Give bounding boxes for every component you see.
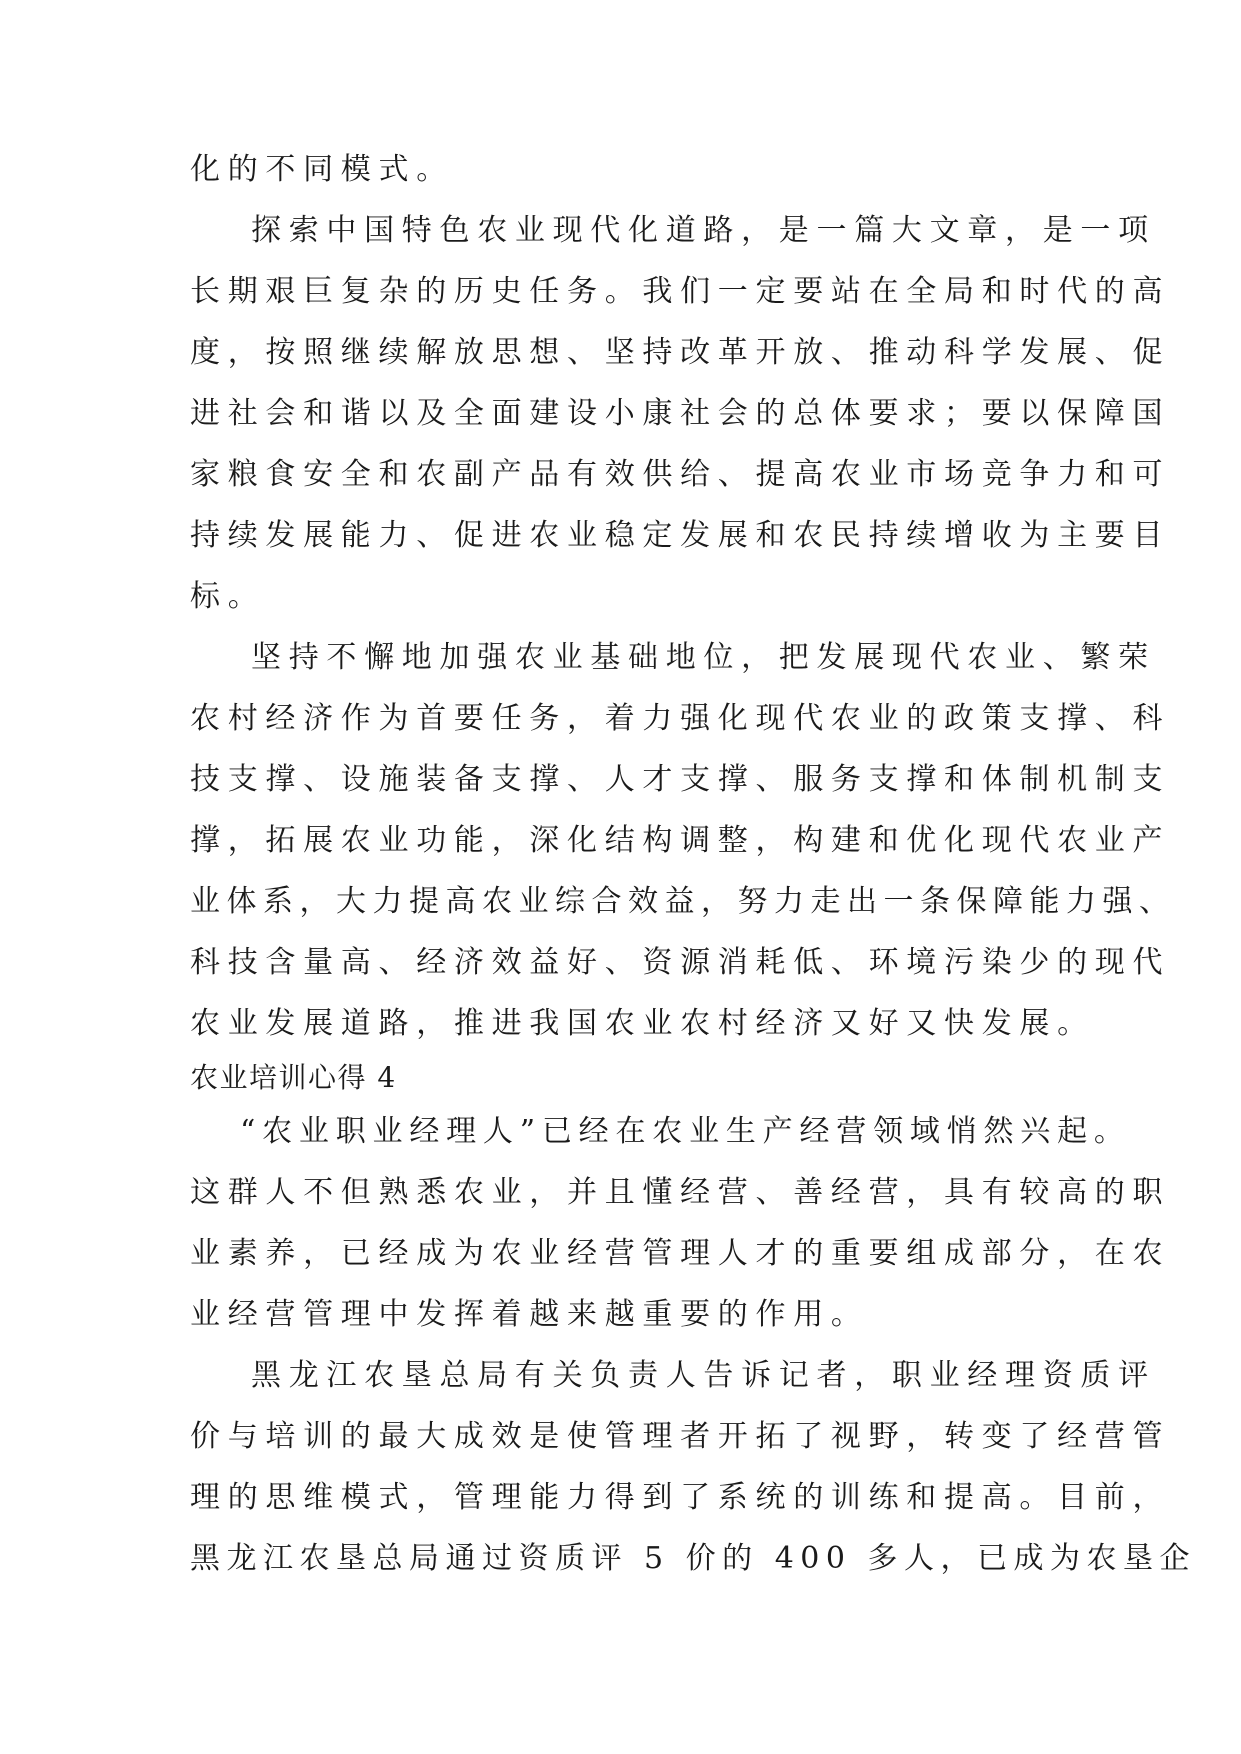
paragraph-line: 撑，拓展农业功能，深化结构调整，构建和优化现代农业产 xyxy=(190,823,1171,858)
paragraph-line: 长期艰巨复杂的历史任务。我们一定要站在全局和时代的高 xyxy=(190,274,1171,309)
paragraph-line: 业经营管理中发挥着越来越重要的作用。 xyxy=(190,1297,869,1332)
paragraph-line: 持续发展能力、促进农业稳定发展和农民持续增收为主要目 xyxy=(190,518,1171,553)
paragraph-line: 农业发展道路，推进我国农业农村经济又好又快发展。 xyxy=(190,1006,1095,1041)
paragraph-line: 农村经济作为首要任务，着力强化现代农业的政策支撑、科 xyxy=(190,701,1171,736)
paragraph-line: 家粮食安全和农副产品有效供给、提高农业市场竞争力和可 xyxy=(190,457,1171,492)
paragraph-line: 进社会和谐以及全面建设小康社会的总体要求；要以保障国 xyxy=(190,396,1171,431)
paragraph-line: 黑龙江农垦总局有关负责人告诉记者，职业经理资质评 xyxy=(251,1358,1156,1393)
paragraph-line: 化的不同模式。 xyxy=(190,152,454,187)
paragraph-line: 这群人不但熟悉农业，并且懂经营、善经营，具有较高的职 xyxy=(190,1175,1171,1210)
paragraph-line: 科技含量高、经济效益好、资源消耗低、环境污染少的现代 xyxy=(190,945,1171,980)
paragraph-line: 黑龙江农垦总局通过资质评 5 价的 400 多人，已成为农垦企 xyxy=(190,1541,1196,1576)
paragraph-line: 业体系，大力提高农业综合效益，努力走出一条保障能力强、 xyxy=(190,884,1176,919)
paragraph-line: “农业职业经理人”已经在农业生产经营领域悄然兴起。 xyxy=(240,1114,1131,1149)
paragraph-line: 技支撑、设施装备支撑、人才支撑、服务支撑和体制机制支 xyxy=(190,762,1171,797)
paragraph-line: 探索中国特色农业现代化道路，是一篇大文章，是一项 xyxy=(251,213,1156,248)
paragraph-line: 理的思维模式，管理能力得到了系统的训练和提高。目前， xyxy=(190,1480,1171,1515)
paragraph-line: 业素养，已经成为农业经营管理人才的重要组成部分，在农 xyxy=(190,1236,1171,1271)
paragraph-line: 价与培训的最大成效是使管理者开拓了视野，转变了经营管 xyxy=(190,1419,1171,1454)
paragraph-line: 标。 xyxy=(190,579,266,614)
paragraph-line: 度，按照继续解放思想、坚持改革开放、推动科学发展、促 xyxy=(190,335,1171,370)
paragraph-line: 坚持不懈地加强农业基础地位，把发展现代农业、繁荣 xyxy=(251,640,1156,675)
section-heading: 农业培训心得 4 xyxy=(190,1061,397,1094)
